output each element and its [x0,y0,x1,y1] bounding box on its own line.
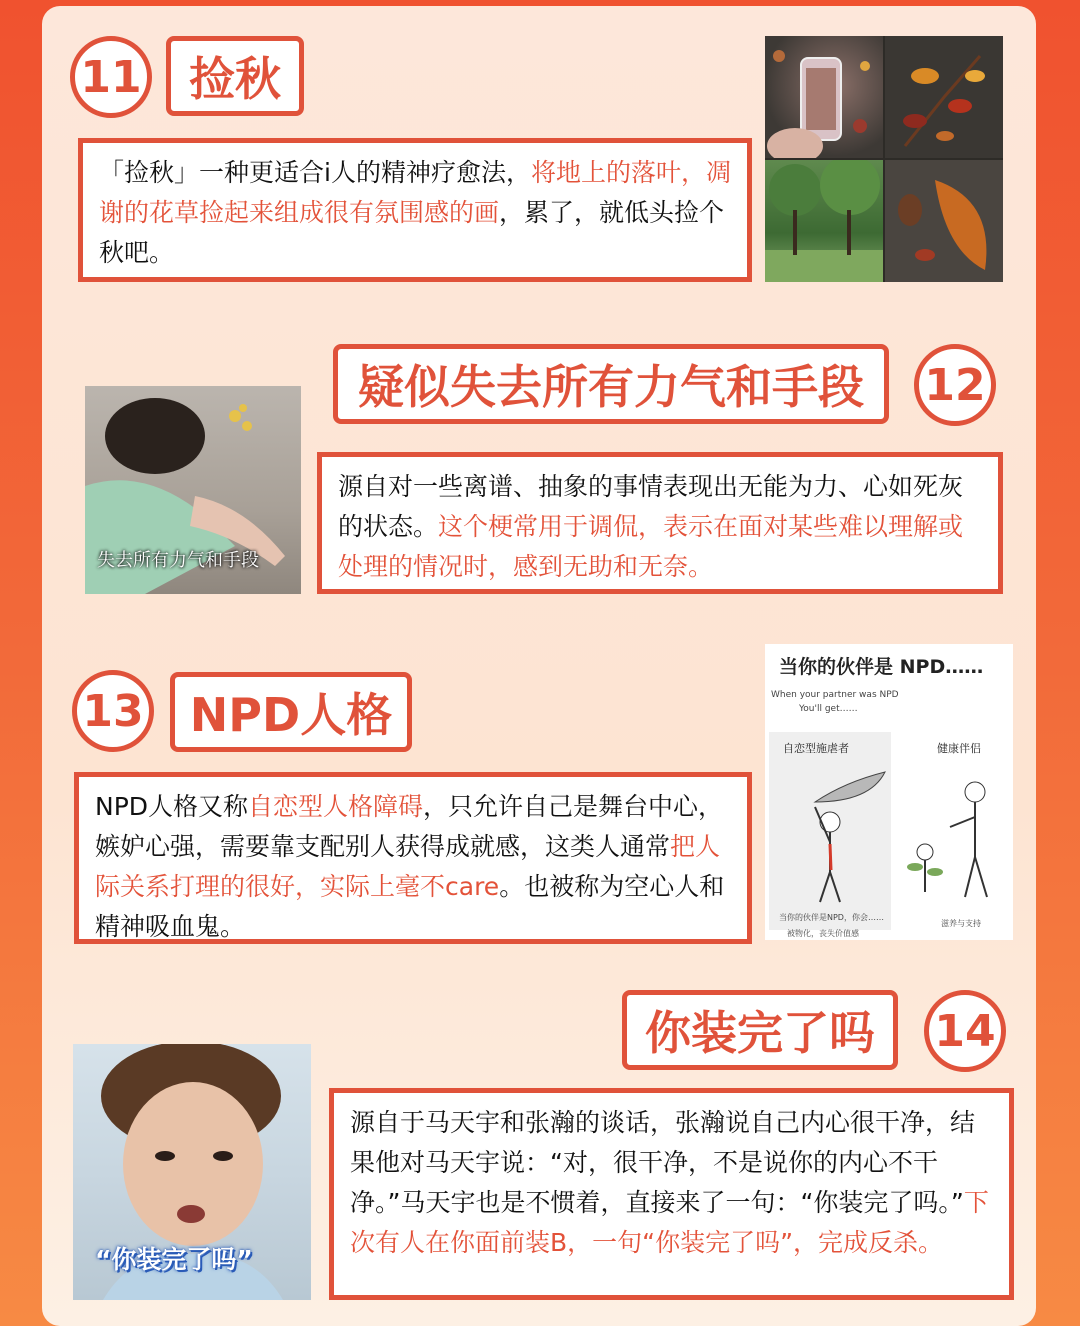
comic-heading: 当你的伙伴是 NPD…… [779,656,984,678]
section-title-14: 你装完了吗 [622,990,898,1070]
leaves-illustration [885,36,1003,158]
text-tail: ，累了，就低头捡个秋吧。 [99,198,725,267]
text-highlight-2: 把人际关系打理的很好，实际上毫不care [95,832,721,901]
section-text-11 [78,138,752,282]
comic-figures-illustration [775,762,1005,912]
text-plain: 源自对一些离谱、抽象的事情表现出无能为力、心如死灰的状态。 [338,472,964,541]
text-highlight: 下次有人在你面前装B，一句“你装完了吗”，完成反杀。 [350,1188,989,1257]
trees-park-tile [765,160,883,282]
comic-left-label: 自恋型施虐者 [783,742,849,755]
text-plain-c: 。也被称为空心人和精神吸血鬼。 [95,872,725,941]
comic-right-caption: 滋养与支持 [941,919,981,928]
image-caption-12: 失去所有力气和手段 [97,550,259,571]
comic-subtitle-2: You'll get…… [799,704,858,714]
text-highlight-1: 自恋型人格障碍 [248,792,424,821]
comic-right-label: 健康伴侣 [937,742,981,755]
comic-left-small: 当你的伙伴是NPD，你会…… [779,913,884,922]
comic-left-caption: 被物化，丧失价值感 [787,929,859,938]
npd-partner-comic-image [765,644,1013,940]
trees-illustration [765,160,883,282]
text-plain-b: ，只允许自己是舞台中心，嫉妒心强，需要靠支配别人获得成就感，这类人通常 [95,792,724,861]
section-title-13: NPD人格 [170,672,412,752]
section-number-13: 13 [72,670,154,752]
phone-photo-tile [765,36,883,158]
section-title-12: 疑似失去所有力气和手段 [333,344,889,424]
phone-illustration [765,36,883,158]
section-text-14 [329,1088,1014,1300]
leaves-branch-tile [885,36,1003,158]
crying-woman-image [85,386,301,594]
section-number-12: 12 [914,344,996,426]
ma-tianyu-image [73,1044,311,1300]
section-text-13 [74,772,752,944]
pinecone-illustration [885,160,1003,282]
text-plain-a: NPD人格又称 [95,792,249,821]
image-caption-14: “你装完了吗” [95,1245,253,1274]
pinecone-leaf-tile [885,160,1003,282]
text-highlight: 这个梗常用于调侃，表示在面对某些难以理解或处理的情况时，感到无助和无奈。 [338,512,964,581]
autumn-leaves-collage-image [765,36,1003,282]
section-number-14: 14 [924,990,1006,1072]
text-plain: 「捡秋」一种更适合i人的精神疗愈法， [99,158,531,187]
text-plain: 源自于马天宇和张瀚的谈话，张瀚说自己内心很干净，结果他对马天宇说：“对，很干净，不是说你的内心不干净。”马天宇也是不惯着，直接来了一句：“你装完了吗。” [350,1108,976,1217]
comic-subtitle-1: When your partner was NPD [771,690,899,700]
section-title-11: 捡秋 [166,36,304,116]
section-text-12 [317,452,1003,594]
text-highlight: 将地上的落叶，凋谢的花草捡起来组成很有氛围感的画 [99,158,731,227]
section-number-11: 11 [70,36,152,118]
